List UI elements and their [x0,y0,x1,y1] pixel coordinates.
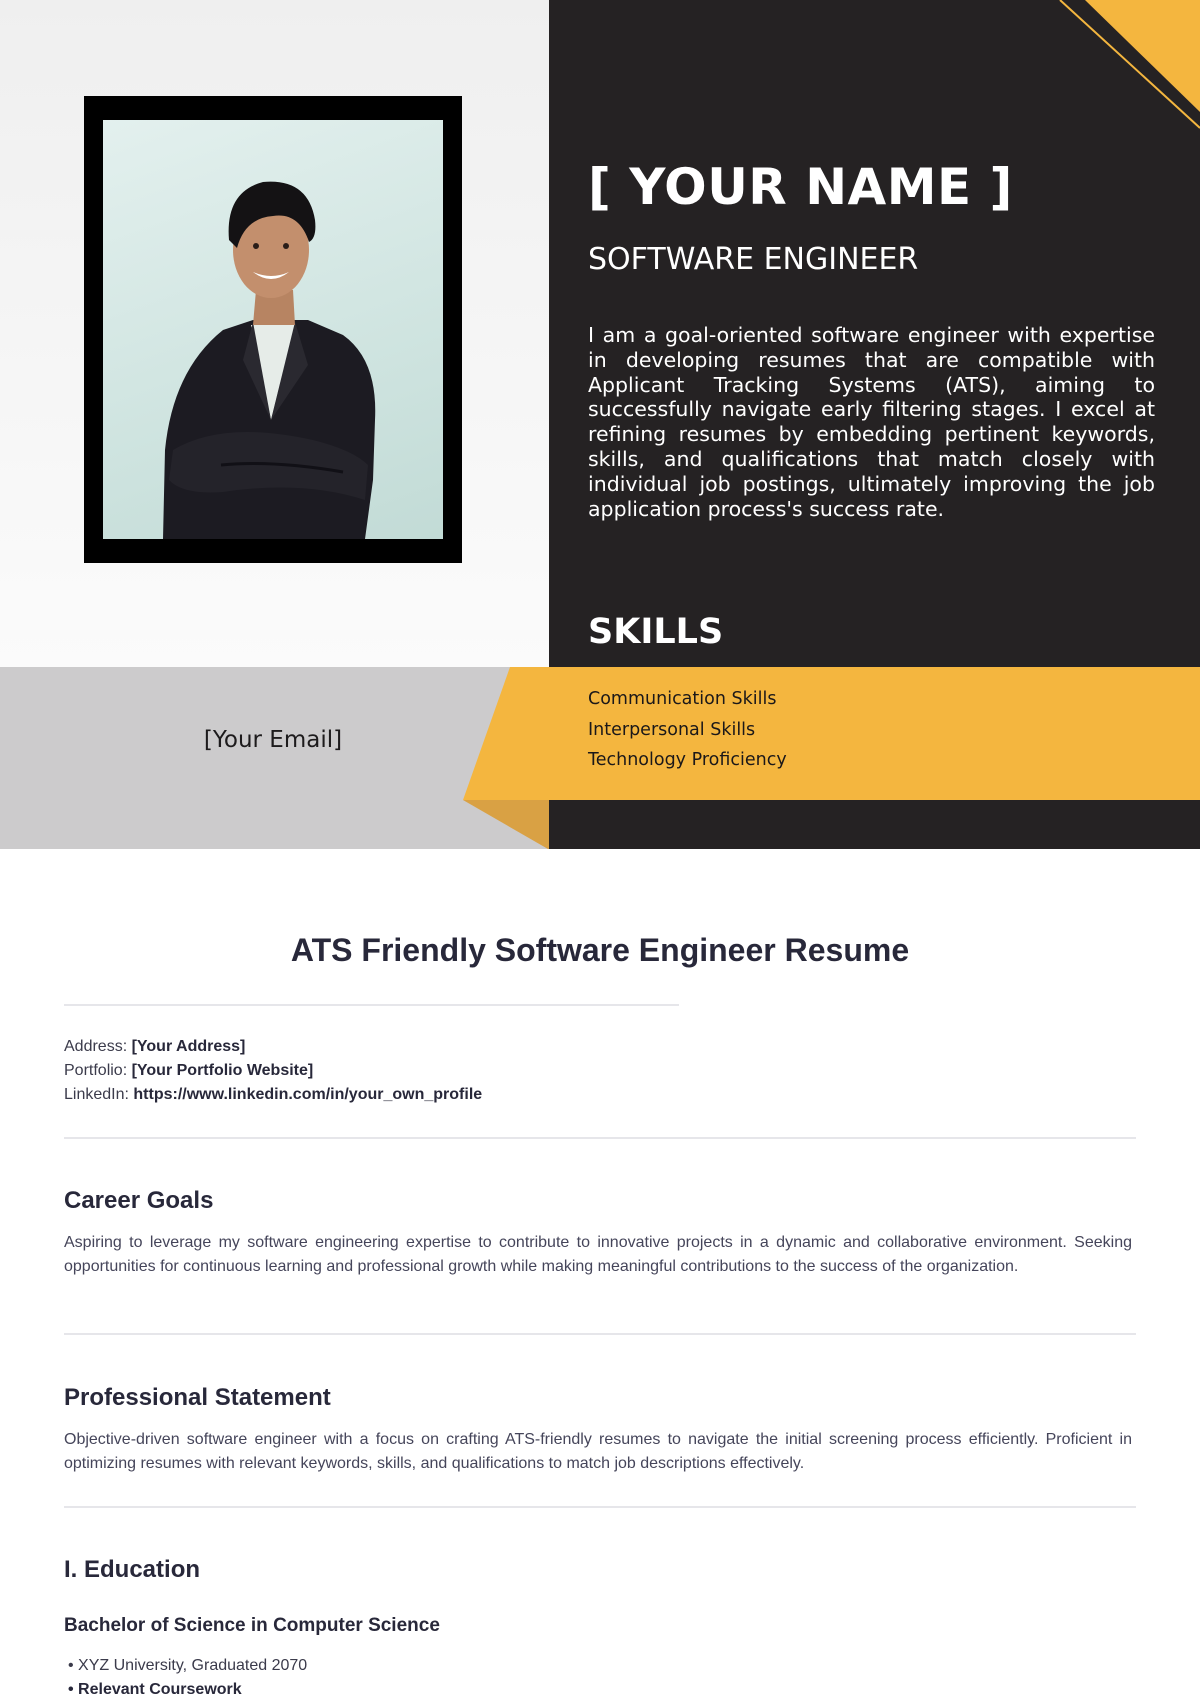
contact-label: Address: [64,1038,128,1055]
education-item: • XYZ University, Graduated 2070 [68,1654,307,1678]
profile-photo-frame [84,96,462,563]
education-list [68,1654,307,1700]
contact-info [64,1035,482,1107]
skills-list [588,688,787,780]
candidate-summary: I am a goal-oriented software engineer with expertise in developing resumes that are compatible with Applicant Tracking Systems (ATS), aiming to successfully navigate early filtering stages. I excel at refining resumes by embedding pertinent keywords, skills, and qualifications that match closely with individual job postings, ultimately improving the job application process's success rate. [588,323,1155,521]
skill-item: Interpersonal Skills [588,719,756,740]
candidate-name: [ YOUR NAME ] [588,158,1013,216]
skills-heading: SKILLS [588,612,724,652]
degree-title: Bachelor of Science in Computer Science [64,1615,440,1636]
education-heading: I. Education [64,1556,201,1583]
contact-value: [Your Address] [131,1038,246,1055]
divider [64,1333,1136,1335]
contact-value: [Your Portfolio Website] [131,1062,314,1079]
contact-label: Portfolio: [64,1062,128,1079]
career-goals-heading: Career Goals [64,1187,214,1214]
skill-item: Technology Proficiency [588,750,787,770]
email-placeholder: [Your Email] [203,727,343,753]
contact-label: LinkedIn: [64,1086,129,1103]
document-title: ATS Friendly Software Engineer Resume [290,932,910,968]
contact-address [64,1035,482,1059]
professional-statement-heading: Professional Statement [64,1384,331,1411]
education-item: • Relevant Coursework [68,1678,307,1700]
candidate-role: SOFTWARE ENGINEER [588,242,919,277]
career-goals-text: Aspiring to leverage my software engineering expertise to contribute to innovative projects in a dynamic and collaborative environment. Seeking opportunities for continuous learning and professional growth while making meaningful contributions to the success of the organization. [64,1234,1132,1275]
resume-hero [0,0,1200,849]
divider [64,1004,679,1006]
contact-linkedin [64,1083,482,1107]
skill-item: Communication Skills [588,689,777,709]
professional-statement-text: Objective-driven software engineer with a focus on crafting ATS-friendly resumes to navigate the initial screening process efficiently. Proficient in optimizing resumes with relevant keywords, skills, and qualifications to match job descriptions effectively. [64,1431,1132,1472]
contact-portfolio [64,1059,482,1083]
divider [64,1506,1136,1508]
linkedin-link[interactable]: https://www.linkedin.com/in/your_own_profile [133,1086,483,1103]
divider [64,1137,1136,1139]
profile-photo [103,120,443,539]
